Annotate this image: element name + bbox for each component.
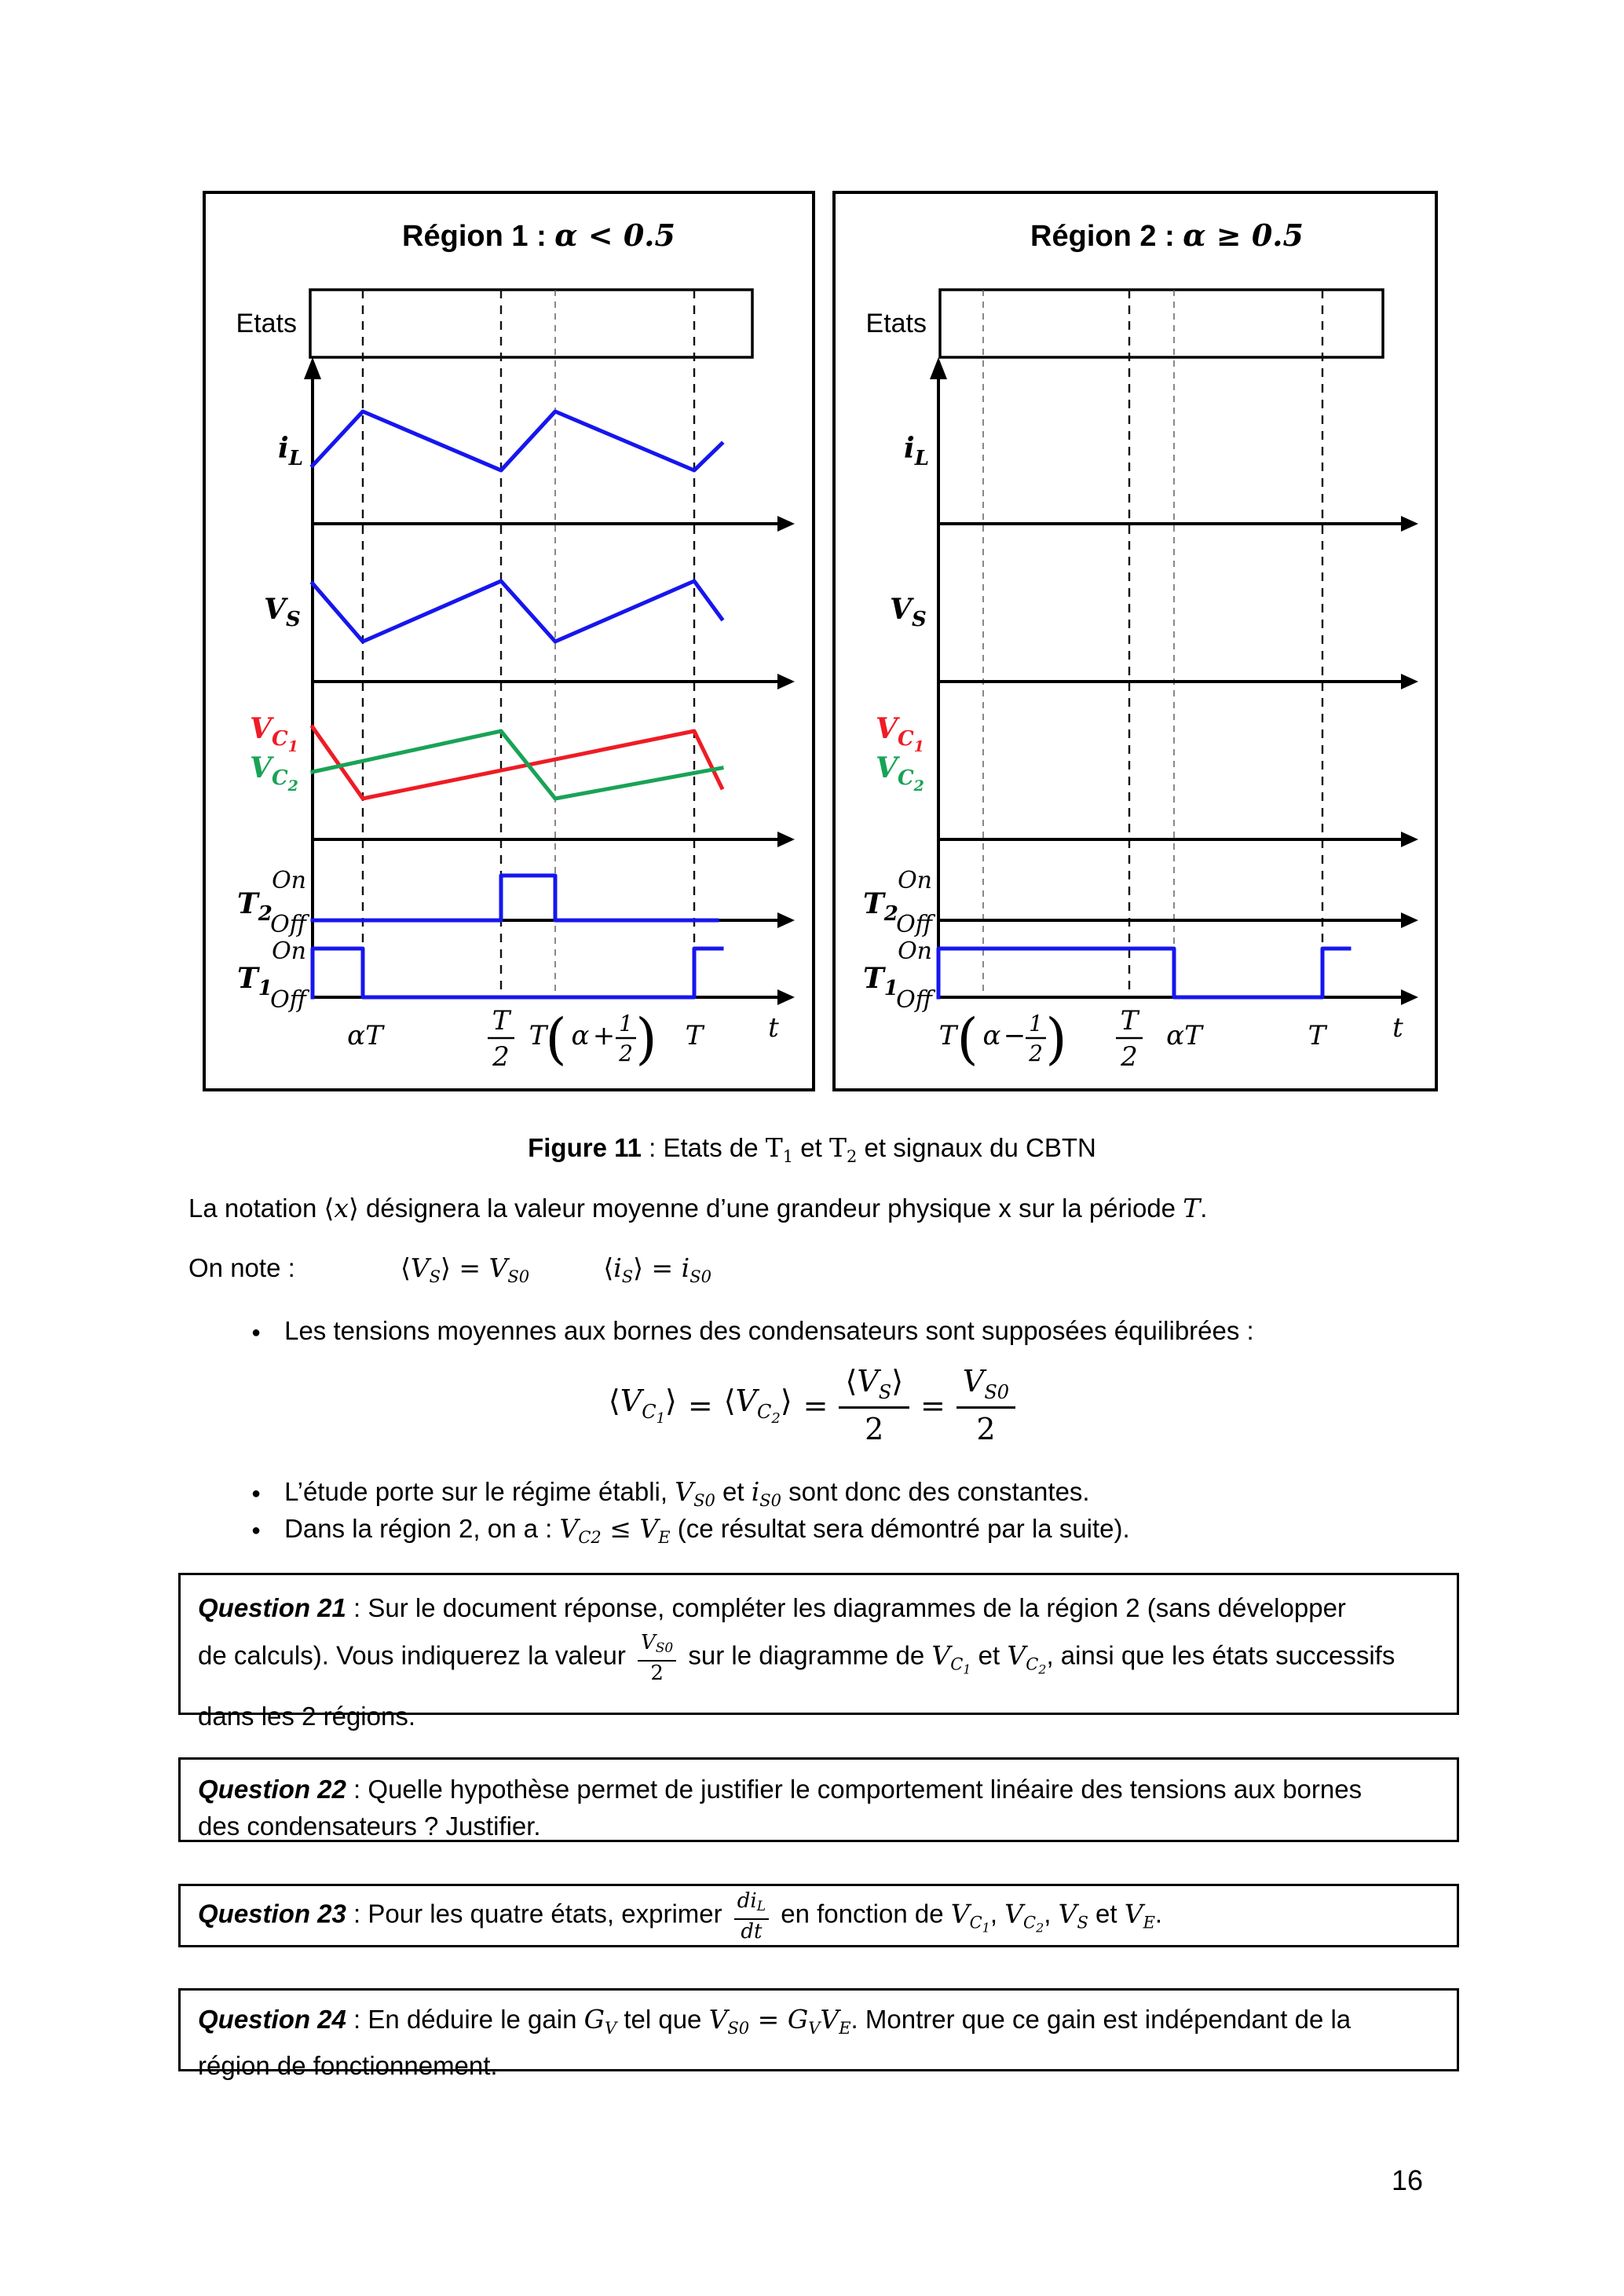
axis-VS-arrow: [1401, 674, 1418, 689]
paragraph-notation: La notation ⟨x⟩ désignera la valeur moyenne d’une grandeur physique x sur la période T.: [188, 1193, 1208, 1223]
label-T1-off: Off: [896, 986, 932, 1014]
bullet-regime: ● L’étude porte sur le régime établi, $V_{S0}$ et $i_{S0}$ sont donc des constantes.: [251, 1476, 1090, 1510]
axis-iL-arrow: [777, 516, 795, 532]
tick-T-alpha-plus-half: [529, 1007, 657, 1071]
label-T1-on: On: [898, 938, 932, 965]
vertical-axis-arrow: [304, 357, 321, 379]
waveform-VC1: [313, 727, 722, 799]
waveform-VC2: [313, 731, 722, 799]
label-VS: $V_S$: [264, 593, 301, 631]
label-VC1: $V_{C1}$: [250, 712, 298, 755]
eq-iS-mean: $⟨i_S⟩ = i_{S0}$: [603, 1252, 711, 1286]
equation-vc-mean: $⟨V_{C1}⟩$ = $⟨V_{C2}⟩$ = $\frac{⟨V_S⟩}{2}$ = $\frac{V_{S0}}{2}$: [0, 1364, 1624, 1446]
axis-iL-arrow: [1401, 516, 1418, 532]
tick-alphaT: αT: [1166, 1020, 1202, 1051]
bullet-tensions: ● Les tensions moyennes aux bornes des condensateurs sont supposées équilibrées :: [188, 1314, 1461, 1350]
label-iL: $i_L$: [278, 432, 303, 470]
question-21-box: [178, 1573, 1459, 1731]
svg-text:2: 2: [619, 1040, 633, 1066]
waveform-T2: [313, 876, 717, 920]
page-number: 16: [1392, 2164, 1424, 2196]
question-21-line-2: de calculs). Vous indiquerez la valeur $\frac{VS0}{2}$ sur le diagramme de $V_{C1}$ et $V_{C2}$, ainsi que les états successifs: [198, 1631, 1395, 1685]
tick-T: T: [685, 1020, 704, 1051]
axis-T2-arrow: [777, 912, 795, 928]
axis-T1-arrow: [1401, 989, 1418, 1005]
region-2-diagram: [832, 191, 1438, 1091]
bullet-dot: ●: [251, 1485, 262, 1502]
eq-lhs2: $⟨V_{C2}⟩$: [723, 1384, 792, 1427]
axis-T2-arrow: [1401, 912, 1418, 928]
label-T2-on: On: [272, 867, 306, 894]
figure-caption-number: Figure 11: [528, 1133, 642, 1162]
question-22-box: [178, 1757, 1459, 1842]
axis-T1-arrow: [777, 989, 795, 1005]
svg-text:): ): [635, 1007, 657, 1071]
etats-box: [940, 290, 1383, 357]
waveform-iL: [313, 411, 722, 470]
label-iL: $i_L$: [904, 432, 929, 470]
question-21-line-3: dans les 2 régions.: [198, 1701, 416, 1731]
svg-text:1: 1: [1029, 1011, 1043, 1036]
label-T1-on: On: [272, 938, 306, 965]
inline-frac-VS0-2: $\frac{VS0}{2}$: [638, 1631, 676, 1684]
figure-panel-region-1: [203, 191, 815, 1091]
panel-title: Région 2 : α ≥ 0.5: [1030, 218, 1304, 253]
eq-frac-VS0: $\frac{V_{S0}}{2}$: [956, 1364, 1015, 1446]
label-T1: $T_1$: [237, 962, 272, 1000]
on-note-line: [188, 1251, 711, 1294]
label-T2: $T_2$: [863, 887, 898, 926]
question-23-line: Question 23 : Pour les quatre états, exprimer $\frac{\text{diL}}{dt}$ en fonction de $V_{C1}$, $V_{C2}$, $V_S$ et $V_E$.: [198, 1888, 1163, 1943]
label-T2-off: Off: [270, 911, 306, 938]
eq-lhs1: $⟨V_{C1}⟩$: [608, 1384, 677, 1427]
question-22-line-1: Question 22 : Quelle hypothèse permet de justifier le comportement linéaire des tensions aux bornes: [198, 1775, 1362, 1804]
svg-text:α: α: [571, 1020, 590, 1051]
tick-T-half-den: 2: [492, 1041, 510, 1073]
label-VC1: $V_{C1}$: [876, 712, 924, 755]
bullet-region2: ● Dans la région 2, on a : $V_{C2} \le V_E$ (ce résultat sera démontré par la suite).: [251, 1513, 1130, 1547]
label-T2: $T_2$: [237, 887, 272, 926]
waveform-T1: [938, 949, 1349, 997]
svg-text:2: 2: [1029, 1040, 1043, 1066]
etats-label: Etats: [865, 309, 927, 338]
eq-VS-mean: $⟨V_S⟩ = V_{S0}$: [400, 1252, 530, 1286]
panel-title: Région 1 : α < 0.5: [402, 218, 675, 253]
bullet-dot: ●: [251, 1522, 262, 1539]
axis-VS-arrow: [777, 674, 795, 689]
inline-frac-diL-dt: $\frac{\text{diL}}{dt}$: [734, 1889, 769, 1943]
question-22-line-2: des condensateurs ? Justifier.: [198, 1812, 541, 1841]
label-T1: $T_1$: [863, 962, 898, 1000]
label-VS: $V_S$: [890, 593, 927, 631]
waveform-VS: [313, 581, 722, 642]
figure-panel-region-2: [832, 191, 1438, 1091]
question-24-line-2: région de fonctionnement.: [198, 2051, 498, 2080]
etats-box: [310, 290, 752, 357]
tick-t: t: [1392, 1012, 1403, 1044]
svg-text:T: T: [529, 1020, 547, 1051]
figure-caption: Figure 11 : Etats de $T_1$ et $T_2$ et signaux du CBTN: [528, 1132, 1096, 1166]
svg-text:(: (: [545, 1007, 567, 1071]
svg-text:1: 1: [619, 1011, 633, 1036]
label-T2-off: Off: [896, 911, 932, 938]
tick-T: T: [1308, 1020, 1326, 1051]
tick-T-alpha-minus-half: [939, 1007, 1067, 1071]
svg-text:+: +: [592, 1020, 616, 1051]
region-1-diagram: [203, 191, 815, 1091]
label-VC2: $V_{C2}$: [876, 751, 924, 795]
eq-frac-VS: $\frac{⟨V_S⟩}{2}$: [839, 1364, 909, 1446]
svg-text:T: T: [938, 1020, 957, 1051]
bullet-dot: ●: [251, 1324, 262, 1341]
svg-text:(: (: [956, 1007, 978, 1071]
question-23-box: [178, 1884, 1459, 1947]
svg-text:): ): [1045, 1007, 1067, 1071]
svg-text:−: −: [1003, 1020, 1026, 1051]
question-24-line-1: Question 24 : En déduire le gain $G_V$ tel que $V_{S0} = G_VV_E$. Montrer que ce gain est indépendant de la: [198, 2004, 1352, 2038]
axis-VC-arrow: [777, 832, 795, 847]
tick-alphaT: αT: [347, 1020, 383, 1051]
question-24-box: [178, 1988, 1459, 2080]
tick-T-half-num: T: [492, 1005, 510, 1036]
on-note-label: On note :: [188, 1253, 295, 1282]
label-T2-on: On: [898, 867, 932, 894]
label-VC2: $V_{C2}$: [250, 751, 298, 795]
label-T1-off: Off: [270, 986, 306, 1014]
svg-text:α: α: [982, 1020, 1001, 1051]
axis-VC-arrow: [1401, 832, 1418, 847]
tick-T-half-den: 2: [1121, 1041, 1138, 1073]
tick-T-half-num: T: [1120, 1005, 1139, 1036]
question-21-line-1: Question 21 : Sur le document réponse, compléter les diagrammes de la région 2 (sans développer: [198, 1593, 1346, 1622]
vertical-axis-arrow: [930, 357, 947, 379]
etats-label: Etats: [236, 309, 297, 338]
tick-t: t: [768, 1012, 779, 1044]
waveform-T1: [313, 949, 722, 997]
